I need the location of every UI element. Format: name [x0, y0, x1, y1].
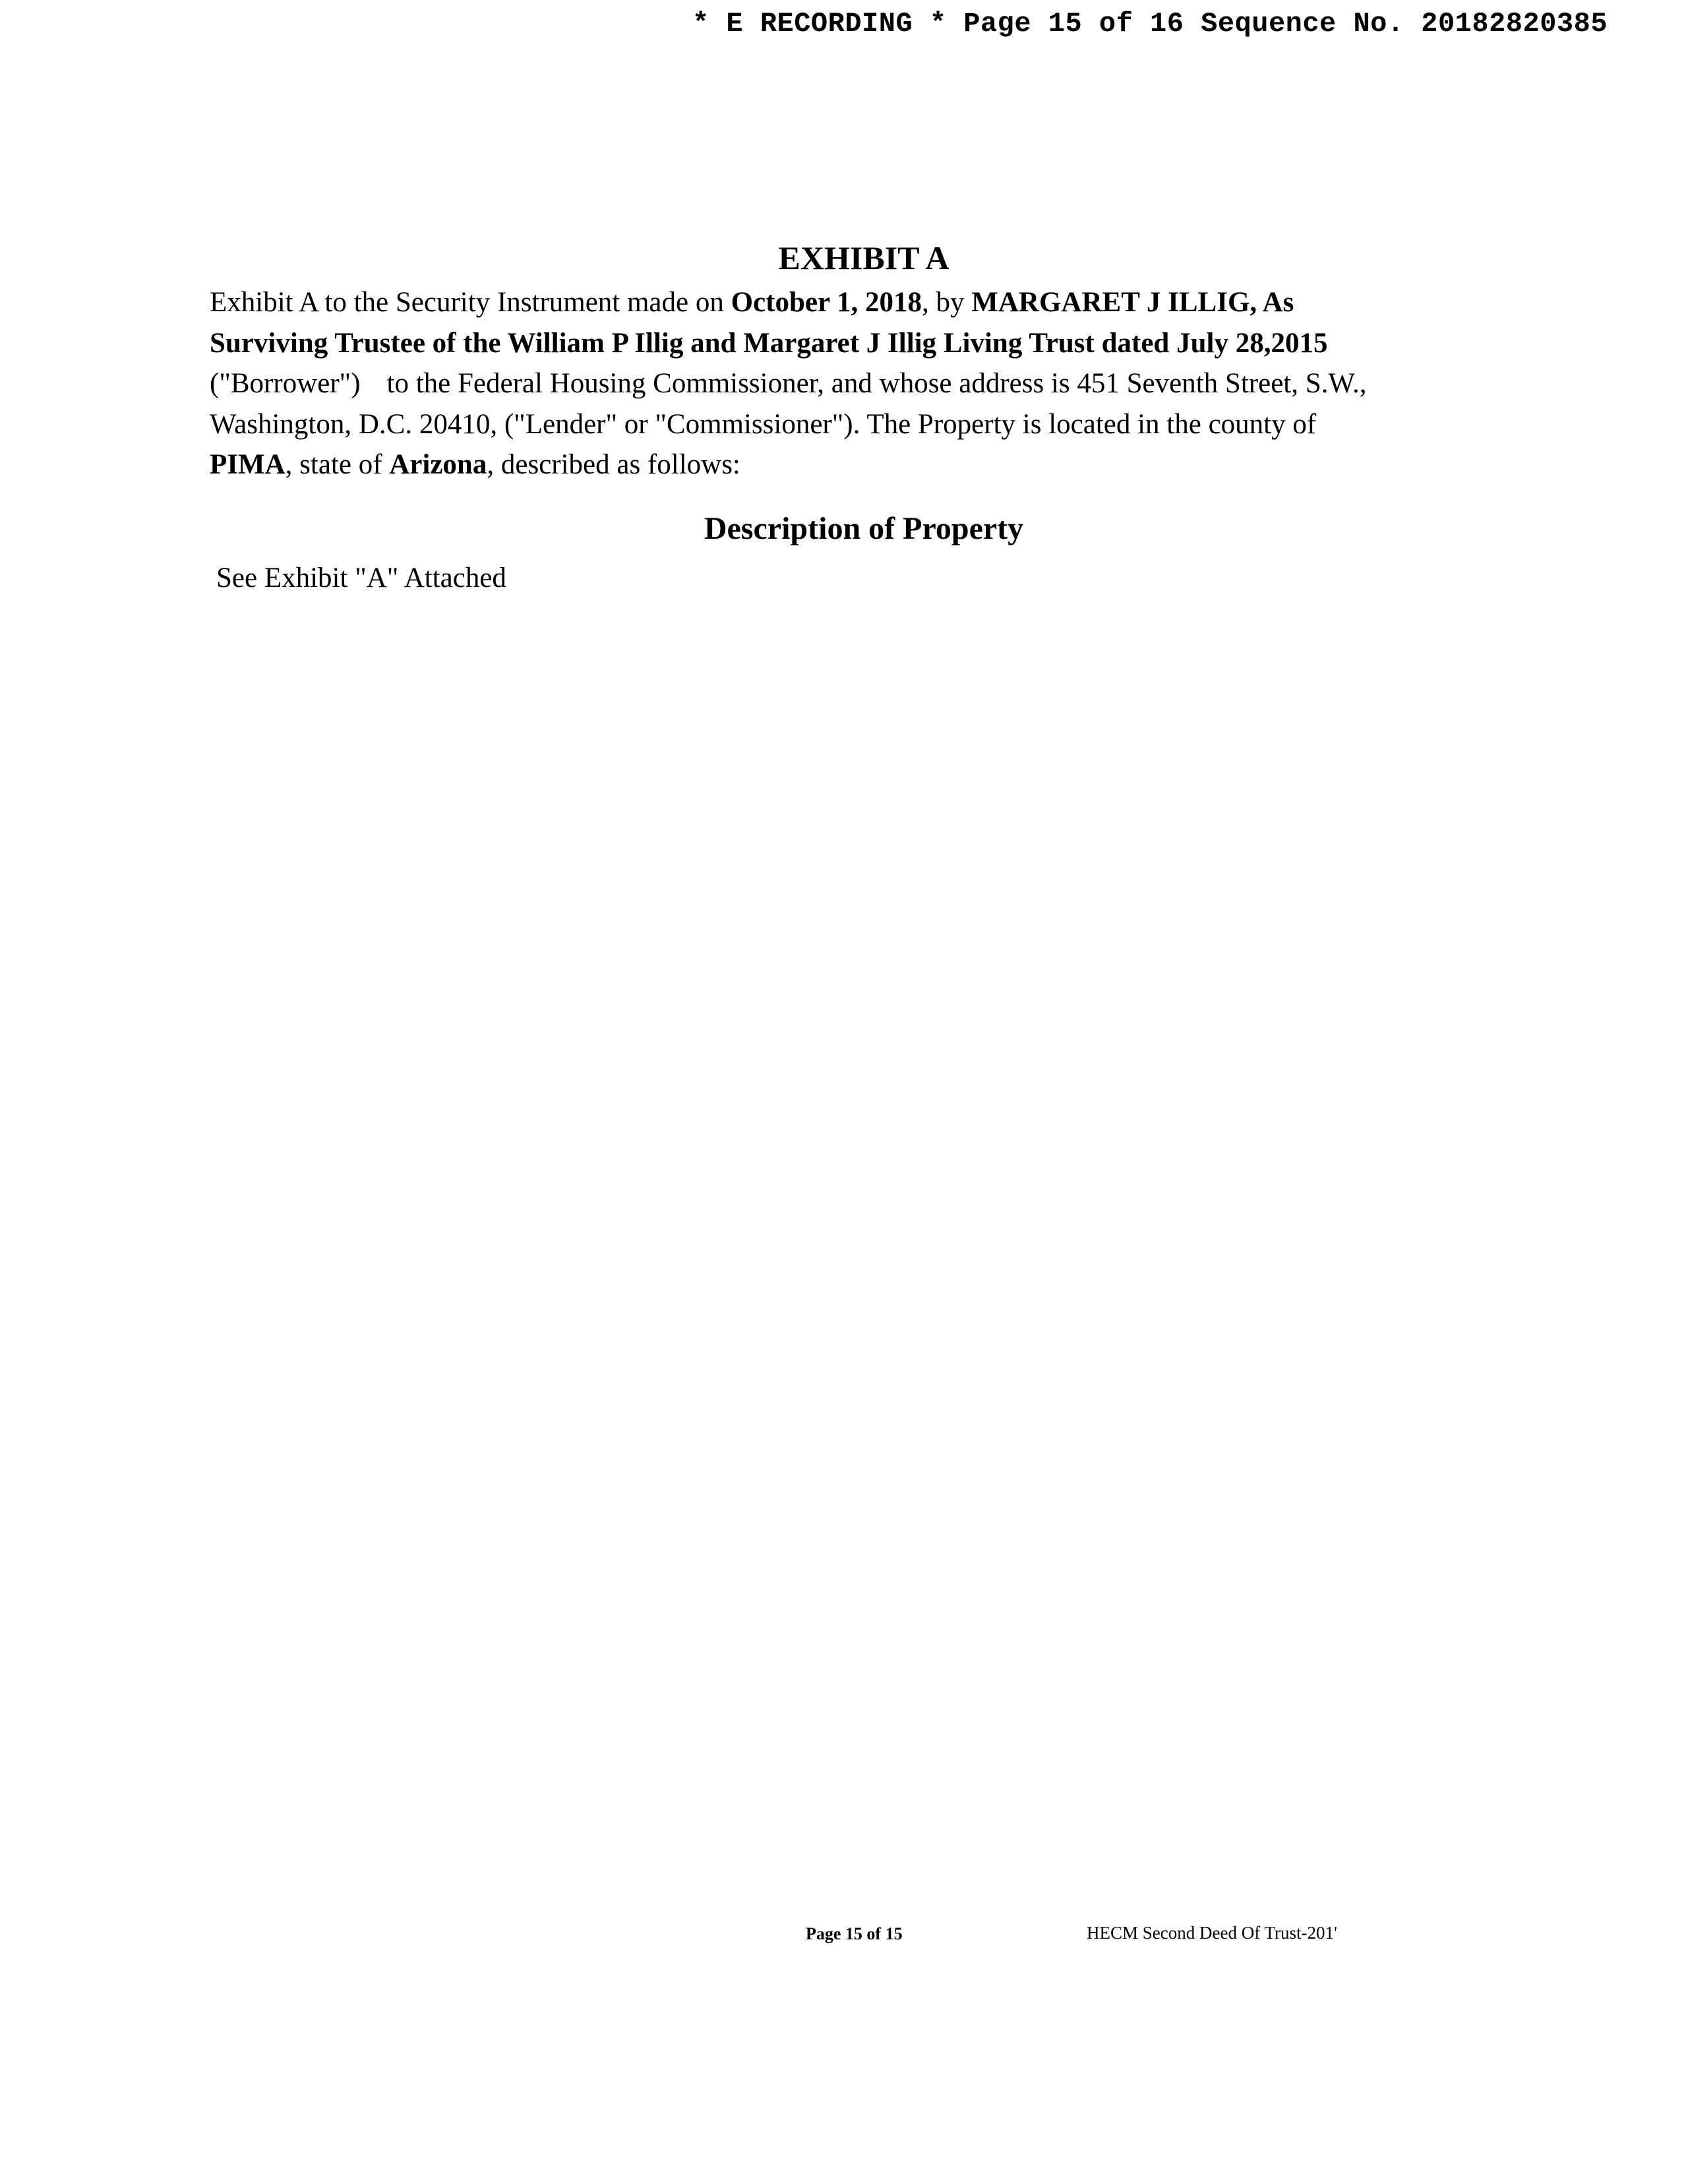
- intro-line-2: [210, 323, 1357, 364]
- footer-page-number: Page 15 of 15: [806, 1924, 903, 1943]
- state-name: Arizona: [389, 449, 487, 480]
- intro-text-6: , described as follows:: [487, 449, 740, 480]
- instrument-date: October 1, 2018: [731, 287, 922, 318]
- county-name: PIMA: [210, 449, 286, 480]
- description-text: See Exhibit "A" Attached: [216, 562, 506, 593]
- exhibit-title: EXHIBIT A: [778, 239, 950, 276]
- intro-text-2: , by: [922, 287, 972, 318]
- recording-stamp: * E RECORDING * Page 15 of 16 Sequence No. 20182820385: [692, 8, 1608, 40]
- intro-text-4: Washington, D.C. 20410, ("Lender" or "Commissioner"). The Property is located in the county of: [210, 408, 1317, 440]
- intro-line-1: [210, 282, 1357, 323]
- intro-text-1: Exhibit A to the Security Instrument made on: [210, 287, 731, 318]
- borrower-label: ("Borrower"): [210, 368, 361, 399]
- intro-text-3: to the Federal Housing Commissioner, and whose address is 451 Seventh Street, S.W.,: [386, 368, 1367, 399]
- borrower-name-part-2: Surviving Trustee of the William P Illig and Margaret J Illig Living Trust dated July 28,2015: [210, 327, 1328, 359]
- borrower-name-part-1: MARGARET J ILLIG, As: [971, 287, 1294, 318]
- intro-line-3: [210, 363, 1367, 404]
- intro-text-5: , state of: [285, 449, 390, 480]
- exhibit-intro-paragraph: [210, 282, 1367, 485]
- footer-form-name: HECM Second Deed Of Trust-201': [1087, 1923, 1337, 1943]
- description-heading: Description of Property: [704, 511, 1024, 546]
- intro-line-4: [210, 404, 1357, 445]
- intro-line-5: [210, 444, 1357, 485]
